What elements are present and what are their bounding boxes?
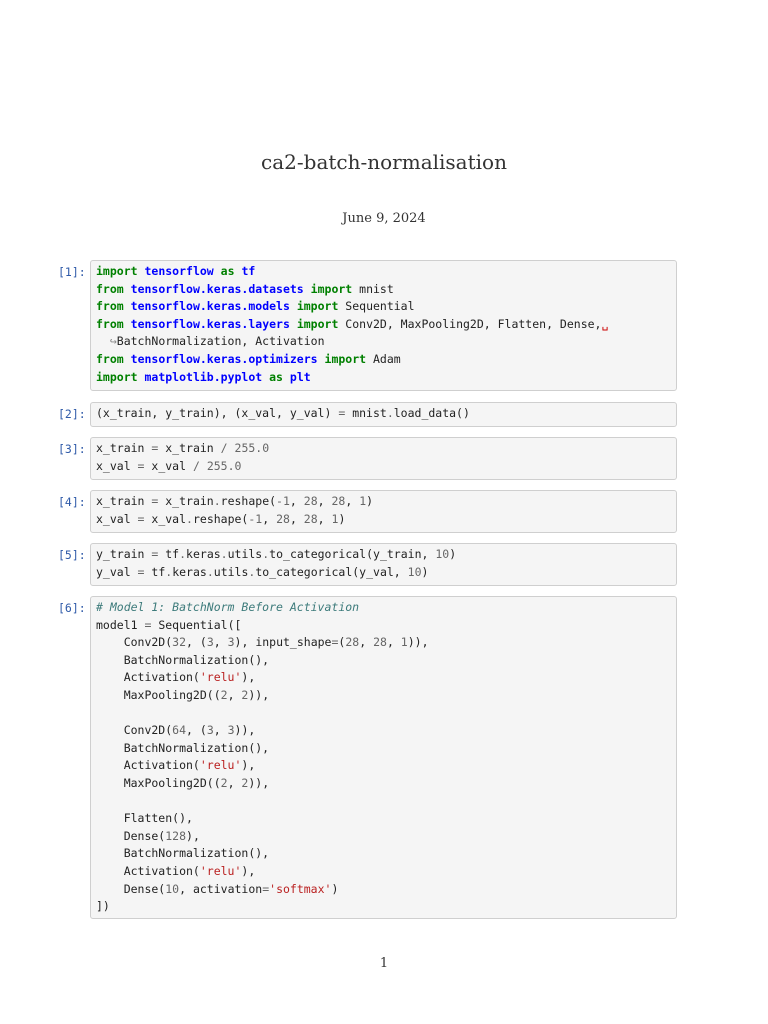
code-token: 3 xyxy=(227,635,235,650)
code-token: x_train xyxy=(158,441,221,455)
code-token xyxy=(290,299,297,313)
code-token: Adam xyxy=(366,351,401,366)
code-token: tensorflow.keras.models xyxy=(130,299,290,314)
code-token: , xyxy=(289,494,304,508)
code-token: to_categorical(y_val, xyxy=(255,564,408,579)
code-token: 28 xyxy=(331,494,346,508)
code-token: , xyxy=(213,723,228,738)
code-token: BatchNormalization, Activation xyxy=(116,334,325,349)
code-line xyxy=(96,458,671,476)
code-token: 128 xyxy=(165,828,187,843)
code-token: , activation xyxy=(179,881,263,896)
code-token: 1 xyxy=(359,494,367,508)
code-token: Sequential xyxy=(338,299,415,314)
code-token xyxy=(304,282,311,296)
code-token: 10 xyxy=(165,881,180,896)
code-token: , xyxy=(289,511,304,526)
code-token: Conv2D( xyxy=(96,723,173,738)
code-token: 1 xyxy=(400,635,408,650)
code-block xyxy=(96,440,671,475)
code-token: 2 xyxy=(220,687,228,702)
code-token: = xyxy=(137,511,145,526)
code-token: import xyxy=(96,264,138,278)
code-token: 28 xyxy=(373,635,387,650)
code-token: 3 xyxy=(206,723,214,738)
code-token: tensorflow xyxy=(144,264,214,278)
code-token: Flatten(), xyxy=(96,811,193,826)
code-token: , xyxy=(317,494,332,508)
code-editor[interactable] xyxy=(90,596,677,919)
code-token: utils xyxy=(227,547,263,561)
code-token: , xyxy=(262,511,277,526)
code-token: ), xyxy=(241,670,256,685)
code-token: . xyxy=(386,406,394,420)
code-token: tensorflow.keras.optimizers xyxy=(130,351,318,366)
code-token: 255.0 xyxy=(206,458,242,473)
code-token: )), xyxy=(234,723,256,738)
code-token: 'relu' xyxy=(199,758,242,773)
code-token: MaxPooling2D(( xyxy=(96,687,221,702)
code-token: # Model 1: BatchNorm Before Activation xyxy=(96,600,360,614)
code-token: x_train xyxy=(96,441,152,455)
code-token: y_val xyxy=(96,564,138,579)
code-token xyxy=(124,352,131,366)
code-token: BatchNormalization(), xyxy=(96,740,270,755)
code-line xyxy=(96,722,671,740)
code-line xyxy=(96,898,671,916)
code-token: to_categorical(y_train, xyxy=(269,547,436,561)
code-token: , ( xyxy=(186,723,207,738)
cell-prompt: [3]: xyxy=(58,442,86,456)
code-line xyxy=(96,546,671,564)
code-token: (x_train, y_train), (x_val, y_val) xyxy=(96,406,339,420)
code-token: ), xyxy=(241,863,256,878)
code-token: import xyxy=(96,369,138,384)
code-token: ) xyxy=(366,494,374,508)
code-token: as xyxy=(220,264,235,278)
code-editor[interactable] xyxy=(90,490,677,533)
code-token: load_data() xyxy=(393,406,470,420)
code-token: = xyxy=(338,406,346,420)
code-token: , xyxy=(386,635,401,650)
code-token: tensorflow.keras.datasets xyxy=(130,281,304,296)
code-line xyxy=(96,369,671,387)
code-token: keras xyxy=(172,564,207,579)
code-token: / xyxy=(220,441,228,455)
code-token: 2 xyxy=(220,775,228,790)
code-line xyxy=(96,599,671,617)
code-token xyxy=(124,317,131,331)
code-token xyxy=(124,299,131,313)
code-token: 255.0 xyxy=(234,441,270,455)
code-block xyxy=(96,599,671,916)
code-token: x_train xyxy=(96,494,152,508)
code-line xyxy=(96,634,671,652)
code-token: , xyxy=(213,635,228,650)
code-token: tensorflow.keras.layers xyxy=(130,316,290,331)
code-token: ) xyxy=(338,511,346,526)
code-token: . xyxy=(248,564,256,579)
code-editor[interactable] xyxy=(90,402,677,427)
code-token: 2 xyxy=(241,775,249,790)
code-token: 28 xyxy=(345,635,360,650)
code-token xyxy=(283,370,290,384)
code-editor[interactable] xyxy=(90,543,677,586)
code-line xyxy=(96,740,671,758)
code-token: import xyxy=(296,299,339,314)
code-token: )), xyxy=(407,635,429,650)
code-token: ]) xyxy=(96,899,110,914)
code-token: from xyxy=(96,299,124,314)
cell-prompt: [1]: xyxy=(58,265,86,279)
code-token: Sequential([ xyxy=(151,617,242,632)
code-line xyxy=(96,652,671,670)
code-token: 'relu' xyxy=(199,670,242,685)
cell-prompt: [4]: xyxy=(58,495,86,509)
code-token: 28 xyxy=(303,494,318,508)
code-token: )), xyxy=(248,687,270,702)
code-token: , xyxy=(359,635,374,650)
code-block xyxy=(96,263,671,386)
code-line xyxy=(96,669,671,687)
code-token: = xyxy=(151,547,159,561)
code-token: Activation( xyxy=(96,758,200,773)
code-token: MaxPooling2D(( xyxy=(96,775,221,790)
code-token: 3 xyxy=(227,723,235,738)
code-token: 'relu' xyxy=(199,863,242,878)
cell-prompt: [6]: xyxy=(58,601,86,615)
code-line xyxy=(96,757,671,775)
code-line xyxy=(96,775,671,793)
code-line xyxy=(96,511,671,529)
code-token xyxy=(200,459,207,473)
code-line xyxy=(96,405,671,423)
code-token: keras xyxy=(186,547,221,561)
code-token: . xyxy=(206,564,214,579)
code-block xyxy=(96,546,671,581)
code-token: . xyxy=(179,547,187,561)
code-token xyxy=(318,352,325,366)
code-token: 10 xyxy=(435,547,450,561)
code-token: Activation( xyxy=(96,863,200,878)
code-token: , xyxy=(227,775,242,790)
code-token: )), xyxy=(248,775,270,790)
code-token: = xyxy=(137,458,145,473)
code-token: = xyxy=(262,881,270,896)
code-token: ↪ xyxy=(96,334,117,349)
code-line xyxy=(96,316,671,334)
page-number: 1 xyxy=(379,956,389,971)
code-token: x_val xyxy=(96,458,138,473)
line-wrap-icon: ␣ xyxy=(601,316,609,331)
cell-prompt: [5]: xyxy=(58,548,86,562)
code-token: ) xyxy=(331,881,339,896)
code-line xyxy=(96,333,671,351)
code-token: ) xyxy=(421,564,429,579)
code-token: = xyxy=(151,441,159,455)
code-token: 28 xyxy=(303,511,318,526)
code-token: 2 xyxy=(241,687,249,702)
code-token: -1 xyxy=(248,511,263,526)
code-line xyxy=(96,564,671,582)
code-token: -1 xyxy=(276,494,290,508)
code-line xyxy=(96,705,671,723)
code-token: mnist xyxy=(345,406,387,420)
cell-prompt: [2]: xyxy=(58,407,86,421)
code-token: import xyxy=(310,281,353,296)
code-token: matplotlib.pyplot xyxy=(144,369,263,384)
code-token: x_val xyxy=(144,458,193,473)
code-token xyxy=(228,441,235,455)
code-token: 'softmax' xyxy=(269,881,332,896)
code-token: from xyxy=(96,316,124,331)
code-line xyxy=(96,298,671,316)
code-token: Activation( xyxy=(96,670,200,685)
code-token: , xyxy=(317,511,332,526)
code-token: mnist xyxy=(352,281,394,296)
code-token: = xyxy=(151,494,159,508)
code-token: . xyxy=(262,547,270,561)
code-block xyxy=(96,493,671,528)
code-line xyxy=(96,617,671,635)
code-line xyxy=(96,493,671,511)
code-line xyxy=(96,810,671,828)
code-token: 32 xyxy=(172,635,187,650)
code-line xyxy=(96,845,671,863)
code-token: import xyxy=(296,316,339,331)
code-token: reshape( xyxy=(220,494,277,508)
code-token: x_val xyxy=(96,511,138,526)
code-token: Dense( xyxy=(96,881,166,896)
code-token: model1 xyxy=(96,617,145,632)
code-token: 28 xyxy=(276,511,290,526)
code-token: reshape( xyxy=(192,511,249,526)
code-token xyxy=(124,282,131,296)
code-line xyxy=(96,793,671,811)
code-token: from xyxy=(96,281,124,296)
code-token: 10 xyxy=(407,564,422,579)
code-token: Dense( xyxy=(96,828,166,843)
code-token: , xyxy=(227,687,242,702)
code-token: Conv2D, MaxPooling2D, Flatten, Dense, xyxy=(338,316,602,331)
code-token: ) xyxy=(449,547,457,561)
code-token: ), xyxy=(241,758,256,773)
code-token: 3 xyxy=(206,635,214,650)
code-token: . xyxy=(165,564,173,579)
code-token: . xyxy=(220,547,228,561)
code-token: Conv2D( xyxy=(96,635,173,650)
document-title: ca2-batch-normalisation xyxy=(261,150,507,174)
code-line xyxy=(96,687,671,705)
code-token: x_val xyxy=(144,511,187,526)
code-token: tf xyxy=(241,264,256,278)
code-line xyxy=(96,881,671,899)
code-token: BatchNormalization(), xyxy=(96,846,270,861)
code-token: utils xyxy=(213,564,249,579)
code-token: / xyxy=(192,458,200,473)
code-token: 1 xyxy=(331,511,339,526)
code-editor[interactable] xyxy=(90,260,677,391)
code-line xyxy=(96,828,671,846)
code-token: = xyxy=(331,635,339,650)
code-token: as xyxy=(269,369,283,384)
code-token: . xyxy=(213,494,221,508)
code-line xyxy=(96,351,671,369)
code-token: = xyxy=(137,564,145,579)
code-token: ), input_shape xyxy=(234,635,332,650)
code-token: ( xyxy=(338,635,346,650)
code-line xyxy=(96,281,671,299)
code-line xyxy=(96,440,671,458)
code-token: import xyxy=(324,351,367,366)
code-token xyxy=(214,264,221,278)
code-token: tf xyxy=(158,547,180,561)
code-token: , ( xyxy=(186,635,207,650)
code-editor[interactable] xyxy=(90,437,677,480)
code-line xyxy=(96,863,671,881)
code-token: tf xyxy=(144,564,166,579)
code-token: , xyxy=(345,494,360,508)
code-token: x_train xyxy=(158,494,214,508)
code-token: = xyxy=(144,617,152,632)
code-token: plt xyxy=(289,369,311,384)
code-token: 64 xyxy=(172,723,187,738)
code-token: y_train xyxy=(96,547,152,561)
code-token: . xyxy=(186,511,193,526)
code-token xyxy=(290,317,297,331)
code-block xyxy=(96,405,671,423)
code-token: from xyxy=(96,351,124,366)
code-token: ), xyxy=(186,828,200,843)
code-token: BatchNormalization(), xyxy=(96,652,270,667)
document-date: June 9, 2024 xyxy=(342,211,426,226)
code-line xyxy=(96,263,671,281)
